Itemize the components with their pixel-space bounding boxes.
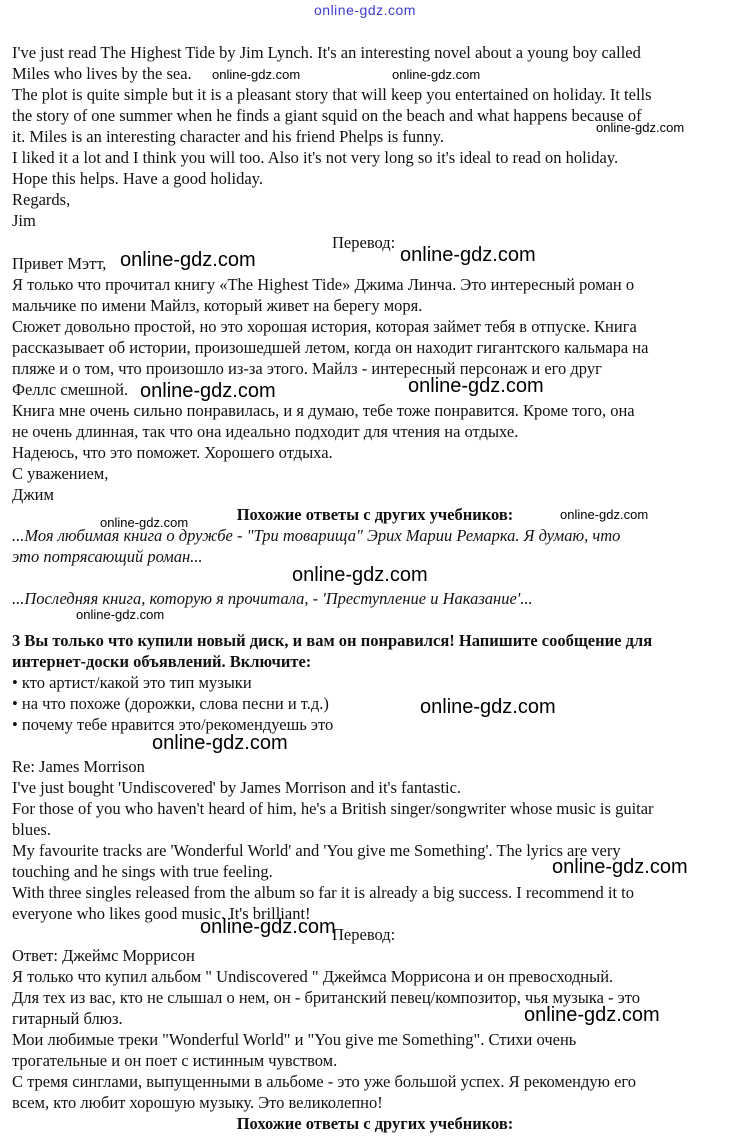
watermark: online-gdz.com xyxy=(152,732,288,754)
watermark: online-gdz.com xyxy=(212,67,301,82)
watermark: online-gdz.com xyxy=(392,67,481,82)
translation2-line: трогательные и он поет с истинным чувством. xyxy=(12,1051,338,1070)
translation1-line: Сюжет довольно простой, но это хорошая история, которая займет тебя в отпуске. Книга xyxy=(12,317,637,336)
watermark: online-gdz.com xyxy=(400,244,536,266)
post-line: For those of you who haven't heard of him, he's a British singer/songwriter whose music is guitar xyxy=(12,799,654,818)
translation-label: Перевод: xyxy=(332,233,396,252)
watermark: online-gdz.com xyxy=(408,375,544,397)
translation2-line: Мои любимые треки "Wonderful World" и "You give me Something". Стихи очень xyxy=(12,1030,577,1049)
similar-answer-line: это потрясающий роман... xyxy=(12,547,203,566)
post-line: With three singles released from the album so far it is already a big success. I recommend it to xyxy=(12,883,635,902)
watermark: online-gdz.com xyxy=(420,696,556,718)
watermark: online-gdz.com xyxy=(200,916,336,938)
letter1-line: it. Miles is an interesting character and his friend Phelps is funny. xyxy=(12,127,444,146)
translation1-line: Джим xyxy=(12,485,54,504)
letter1-line: The plot is quite simple but it is a pleasant story that will keep you entertained on holiday. It tells xyxy=(12,85,652,104)
post-line: blues. xyxy=(12,820,51,839)
translation1-line: Я только что прочитал книгу «The Highest Tide» Джима Линча. Это интересный роман о xyxy=(12,275,635,294)
letter1-line: the story of one summer when he finds a giant squid on the beach and what happens because of xyxy=(12,106,642,125)
post-line: Re: James Morrison xyxy=(12,757,145,776)
translation1-line: С уважением, xyxy=(12,464,109,483)
translation1-line: пляже и о том, что произошло из-за этого. Майлз - интересный персонаж и его друг xyxy=(12,359,602,378)
watermark: online-gdz.com xyxy=(76,607,165,622)
translation2-line: всем, кто любит хорошую музыку. Это великолепно! xyxy=(12,1093,383,1112)
watermark-top: online-gdz.com xyxy=(314,2,416,18)
translation2-line: Я только что купил альбом " Undiscovered " Джеймса Моррисона и он превосходный. xyxy=(12,967,614,986)
task3-bullet: • кто артист/какой это тип музыки xyxy=(12,673,252,692)
similar-heading: Похожие ответы с других учебников: xyxy=(236,505,514,524)
post-line: My favourite tracks are 'Wonderful World' and 'You give me Something'. The lyrics are very xyxy=(12,841,621,860)
watermark: online-gdz.com xyxy=(552,856,688,878)
translation-label: Перевод: xyxy=(332,925,396,944)
post-line: everyone who likes good music. It's brilliant! xyxy=(12,904,311,923)
task3-line: 3 Вы только что купили новый диск, и вам он понравился! Напишите сообщение для xyxy=(12,631,653,650)
letter1-line: Hope this helps. Have a good holiday. xyxy=(12,169,263,188)
letter1-line: I liked it a lot and I think you will too. Also it's not very long so it's ideal to read on holiday. xyxy=(12,148,619,167)
watermark: online-gdz.com xyxy=(140,380,276,402)
similar-answer-line: ...Последняя книга, которую я прочитала, - 'Преступление и Наказание'... xyxy=(12,589,533,608)
translation1-line: рассказывает об истории, произошедшей летом, когда он находит гигантского кальмара на xyxy=(12,338,649,357)
translation2-line: Для тех из вас, кто не слышал о нем, он - британский певец/композитор, чья музыка - это xyxy=(12,988,640,1007)
similar-heading-bottom: Похожие ответы с других учебников: xyxy=(236,1114,514,1133)
watermark: online-gdz.com xyxy=(560,507,649,522)
letter1-line: Jim xyxy=(12,211,36,230)
similar-answer-line: ...Моя любимая книга о дружбе - "Три товарища" Эрих Марии Ремарка. Я думаю, что xyxy=(12,526,621,545)
translation1-line: Привет Мэтт, xyxy=(12,254,107,273)
watermark: online-gdz.com xyxy=(100,515,189,530)
translation1-line: не очень длинная, так что она идеально подходит для чтения на отдыхе. xyxy=(12,422,519,441)
translation2-line: гитарный блюз. xyxy=(12,1009,123,1028)
letter1-line: Regards, xyxy=(12,190,71,209)
watermark: online-gdz.com xyxy=(596,120,685,135)
watermark: online-gdz.com xyxy=(524,1004,660,1026)
task3-line: интернет-доски объявлений. Включите: xyxy=(12,652,312,671)
letter1-line: I've just read The Highest Tide by Jim Lynch. It's an interesting novel about a young boy called xyxy=(12,43,641,62)
translation1-line: Надеюсь, что это поможет. Хорошего отдыха. xyxy=(12,443,333,462)
task3-bullet: • почему тебе нравится это/рекомендуешь это xyxy=(12,715,334,734)
translation1-line: мальчике по имени Майлз, который живет на берегу моря. xyxy=(12,296,423,315)
translation2-line: С тремя синглами, выпущенными в альбоме - это уже большой успех. Я рекомендую его xyxy=(12,1072,637,1091)
post-line: touching and he sings with true feeling. xyxy=(12,862,273,881)
task3-bullet: • на что похоже (дорожки, слова песни и т.д.) xyxy=(12,694,329,713)
watermark: online-gdz.com xyxy=(292,564,428,586)
translation1-line: Книга мне очень сильно понравилась, и я думаю, тебе тоже понравится. Кроме того, она xyxy=(12,401,635,420)
letter1-line: Miles who lives by the sea. xyxy=(12,64,192,83)
translation1-line: Феллс смешной. xyxy=(12,380,129,399)
translation2-line: Ответ: Джеймс Моррисон xyxy=(12,946,195,965)
post-line: I've just bought 'Undiscovered' by James Morrison and it's fantastic. xyxy=(12,778,462,797)
watermark: online-gdz.com xyxy=(120,249,256,271)
